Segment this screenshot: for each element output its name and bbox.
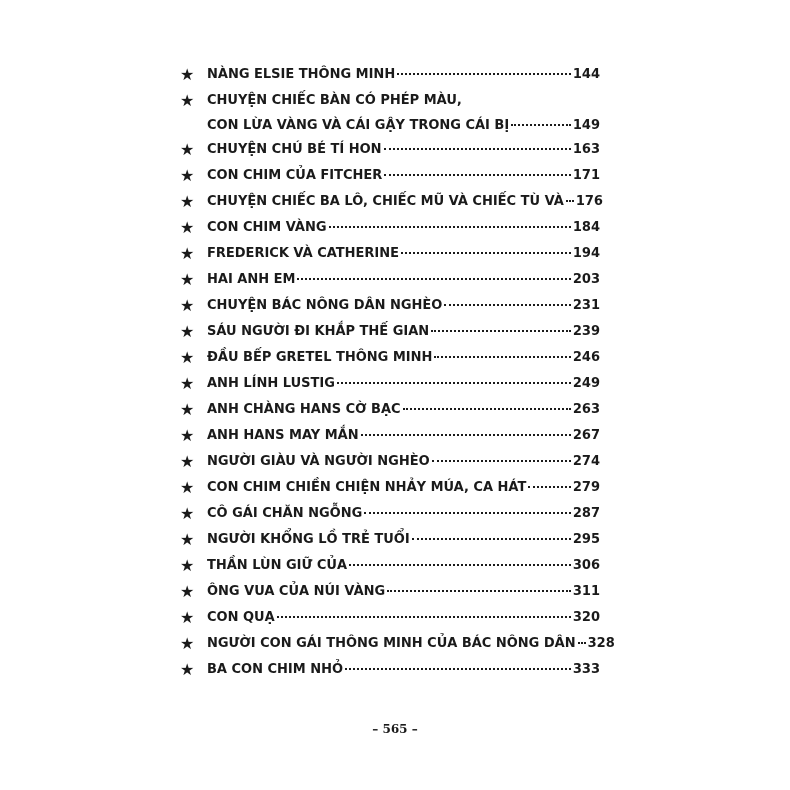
toc-entry-title: CHUYỆN CHIẾC BA LÔ, CHIẾC MŨ VÀ CHIẾC TÙ VÀ	[207, 194, 564, 209]
toc-entry-title: ANH HANS MAY MẮN	[207, 428, 359, 443]
toc-entry-title: CHUYỆN CHIẾC BÀN CÓ PHÉP MÀU,	[207, 93, 462, 108]
toc-entry	[180, 631, 615, 657]
dot-leader	[578, 642, 586, 644]
toc-entry-title: HAI ANH EM	[207, 272, 296, 287]
dot-leader	[387, 590, 571, 592]
toc-entry-title: NGƯỜI GIÀU VÀ NGƯỜI NGHÈO	[207, 454, 430, 469]
toc-entry	[180, 475, 600, 501]
toc-entry	[180, 423, 600, 449]
toc-entry-line	[207, 631, 615, 657]
toc-entry	[180, 163, 600, 189]
dot-leader	[364, 512, 571, 514]
star-icon: ★	[180, 91, 195, 110]
toc-entry-line	[207, 553, 600, 579]
star-icon: ★	[180, 322, 195, 341]
toc-entry-title: CÔ GÁI CHĂN NGỖNG	[207, 506, 363, 521]
toc-entry-title: CHUYỆN CHÚ BÉ TÍ HON	[207, 142, 382, 157]
toc-entry-line	[207, 88, 600, 114]
toc-entry-title: ÔNG VUA CỦA NÚI VÀNG	[207, 584, 386, 599]
dot-leader	[401, 252, 571, 254]
toc-entry-page-number: 306	[572, 558, 600, 573]
toc-entry-line	[207, 62, 600, 88]
toc-entry-page-number: 194	[572, 246, 600, 261]
toc-entry	[180, 527, 600, 553]
toc-entry	[180, 293, 600, 319]
toc-entry	[180, 345, 600, 371]
toc-entry	[180, 319, 600, 345]
toc-entry-title: NÀNG ELSIE THÔNG MINH	[207, 67, 396, 82]
toc-entry	[180, 267, 600, 293]
star-icon: ★	[180, 634, 195, 653]
toc-entry-page-number: 311	[572, 584, 600, 599]
page-number: – 565 –	[372, 722, 418, 736]
dot-leader	[297, 278, 570, 280]
toc-entry-page-number: 267	[572, 428, 600, 443]
star-icon: ★	[180, 478, 195, 497]
toc-entry-line	[207, 345, 600, 371]
toc-entry-page-number: 176	[575, 194, 603, 209]
toc-entry-page-number: 333	[572, 662, 600, 677]
toc-entry-page-number: 144	[572, 67, 600, 82]
star-icon: ★	[180, 270, 195, 289]
star-icon: ★	[180, 140, 195, 159]
star-icon: ★	[180, 374, 195, 393]
dot-leader	[444, 304, 571, 306]
dot-leader	[277, 616, 571, 618]
toc-entry-line	[207, 114, 600, 137]
toc-entry-title: SÁU NGƯỜI ĐI KHẮP THẾ GIAN	[207, 324, 430, 339]
toc-entry-title: NGƯỜI CON GÁI THÔNG MINH CỦA BÁC NÔNG DÂN	[207, 636, 576, 651]
toc-entry-page-number: 320	[572, 610, 600, 625]
dot-leader	[432, 460, 571, 462]
dot-leader	[434, 356, 570, 358]
toc-entry-line	[207, 605, 600, 631]
toc-entry-page-number: 149	[572, 118, 600, 133]
toc-entry-title: ANH LÍNH LUSTIG	[207, 376, 335, 391]
dot-leader	[528, 486, 571, 488]
toc-entry-page-number: 171	[572, 168, 600, 183]
toc-entry-line	[207, 319, 600, 345]
toc-entry-page-number: 328	[587, 636, 615, 651]
star-icon: ★	[180, 426, 195, 445]
toc-entry-title: CON CHIM CỦA FITCHER	[207, 168, 383, 183]
toc-entry-line	[207, 527, 600, 553]
star-icon: ★	[180, 296, 195, 315]
dot-leader	[345, 668, 571, 670]
toc-entry-line	[207, 293, 600, 319]
table-of-contents	[180, 62, 615, 683]
toc-entry	[180, 397, 600, 423]
toc-entry-line	[207, 189, 603, 215]
toc-entry-line	[207, 215, 600, 241]
toc-entry-page-number: 239	[572, 324, 600, 339]
toc-entry-line	[207, 423, 600, 449]
star-icon: ★	[180, 582, 195, 601]
toc-entry	[180, 241, 600, 267]
toc-entry-line	[207, 163, 600, 189]
star-icon: ★	[180, 244, 195, 263]
toc-entry-title: NGƯỜI KHỔNG LỒ TRẺ TUỔI	[207, 532, 410, 547]
toc-entry-title: CHUYỆN BÁC NÔNG DÂN NGHÈO	[207, 298, 443, 313]
toc-entry	[180, 189, 603, 215]
toc-entry-title: CON CHIM CHIỀN CHIỆN NHẢY MÚA, CA HÁT	[207, 480, 527, 495]
toc-entry-line	[207, 241, 600, 267]
dot-leader	[431, 330, 571, 332]
star-icon: ★	[180, 504, 195, 523]
star-icon: ★	[180, 166, 195, 185]
dot-leader	[397, 73, 571, 75]
dot-leader	[412, 538, 571, 540]
toc-entry-page-number: 203	[572, 272, 600, 287]
toc-entry-line	[207, 475, 600, 501]
toc-entry-line	[207, 449, 600, 475]
toc-entry	[180, 605, 600, 631]
dot-leader	[329, 226, 571, 228]
toc-entry-line	[207, 137, 600, 163]
star-icon: ★	[180, 660, 195, 679]
toc-entry-page-number: 246	[572, 350, 600, 365]
toc-entry	[180, 88, 600, 137]
toc-entry	[180, 215, 600, 241]
toc-entry	[180, 553, 600, 579]
toc-entry-title: FREDERICK VÀ CATHERINE	[207, 246, 400, 261]
star-icon: ★	[180, 400, 195, 419]
toc-entry-line	[207, 657, 600, 683]
toc-entry-page-number: 163	[572, 142, 600, 157]
toc-entry-page-number: 279	[572, 480, 600, 495]
star-icon: ★	[180, 348, 195, 367]
star-icon: ★	[180, 608, 195, 627]
dot-leader	[403, 408, 571, 410]
toc-entry-title: ANH CHÀNG HANS CỜ BẠC	[207, 402, 401, 417]
toc-entry-line	[207, 501, 600, 527]
dot-leader	[511, 124, 571, 126]
star-icon: ★	[180, 65, 195, 84]
star-icon: ★	[180, 192, 195, 211]
toc-entry	[180, 62, 600, 88]
toc-entry-line	[207, 371, 600, 397]
star-icon: ★	[180, 452, 195, 471]
star-icon: ★	[180, 556, 195, 575]
toc-entry	[180, 449, 600, 475]
dot-leader	[566, 200, 574, 202]
dot-leader	[384, 148, 571, 150]
toc-entry	[180, 579, 600, 605]
toc-entry-title: CON QUẠ	[207, 610, 275, 625]
toc-entry	[180, 137, 600, 163]
dot-leader	[349, 564, 571, 566]
dot-leader	[337, 382, 571, 384]
toc-entry-title: CON CHIM VÀNG	[207, 220, 327, 235]
toc-entry-line	[207, 397, 600, 423]
dot-leader	[361, 434, 571, 436]
toc-entry-page-number: 184	[572, 220, 600, 235]
toc-entry	[180, 657, 600, 683]
toc-entry-title: THẦN LÙN GIỮ CỦA	[207, 558, 348, 573]
star-icon: ★	[180, 530, 195, 549]
toc-entry	[180, 371, 600, 397]
toc-entry-line	[207, 579, 600, 605]
toc-entry-page-number: 287	[572, 506, 600, 521]
toc-entry-page-number: 231	[572, 298, 600, 313]
toc-entry-page-number: 263	[572, 402, 600, 417]
toc-entry-page-number: 249	[572, 376, 600, 391]
toc-entry-page-number: 295	[572, 532, 600, 547]
dot-leader	[384, 174, 571, 176]
toc-entry-title: ĐẦU BẾP GRETEL THÔNG MINH	[207, 350, 433, 365]
toc-entry-title: CON LỪA VÀNG VÀ CÁI GẬY TRONG CÁI BỊ	[207, 118, 510, 133]
toc-entry-title: BA CON CHIM NHỎ	[207, 662, 344, 677]
star-icon: ★	[180, 218, 195, 237]
toc-entry-line	[207, 267, 600, 293]
toc-entry	[180, 501, 600, 527]
toc-entry-page-number: 274	[572, 454, 600, 469]
